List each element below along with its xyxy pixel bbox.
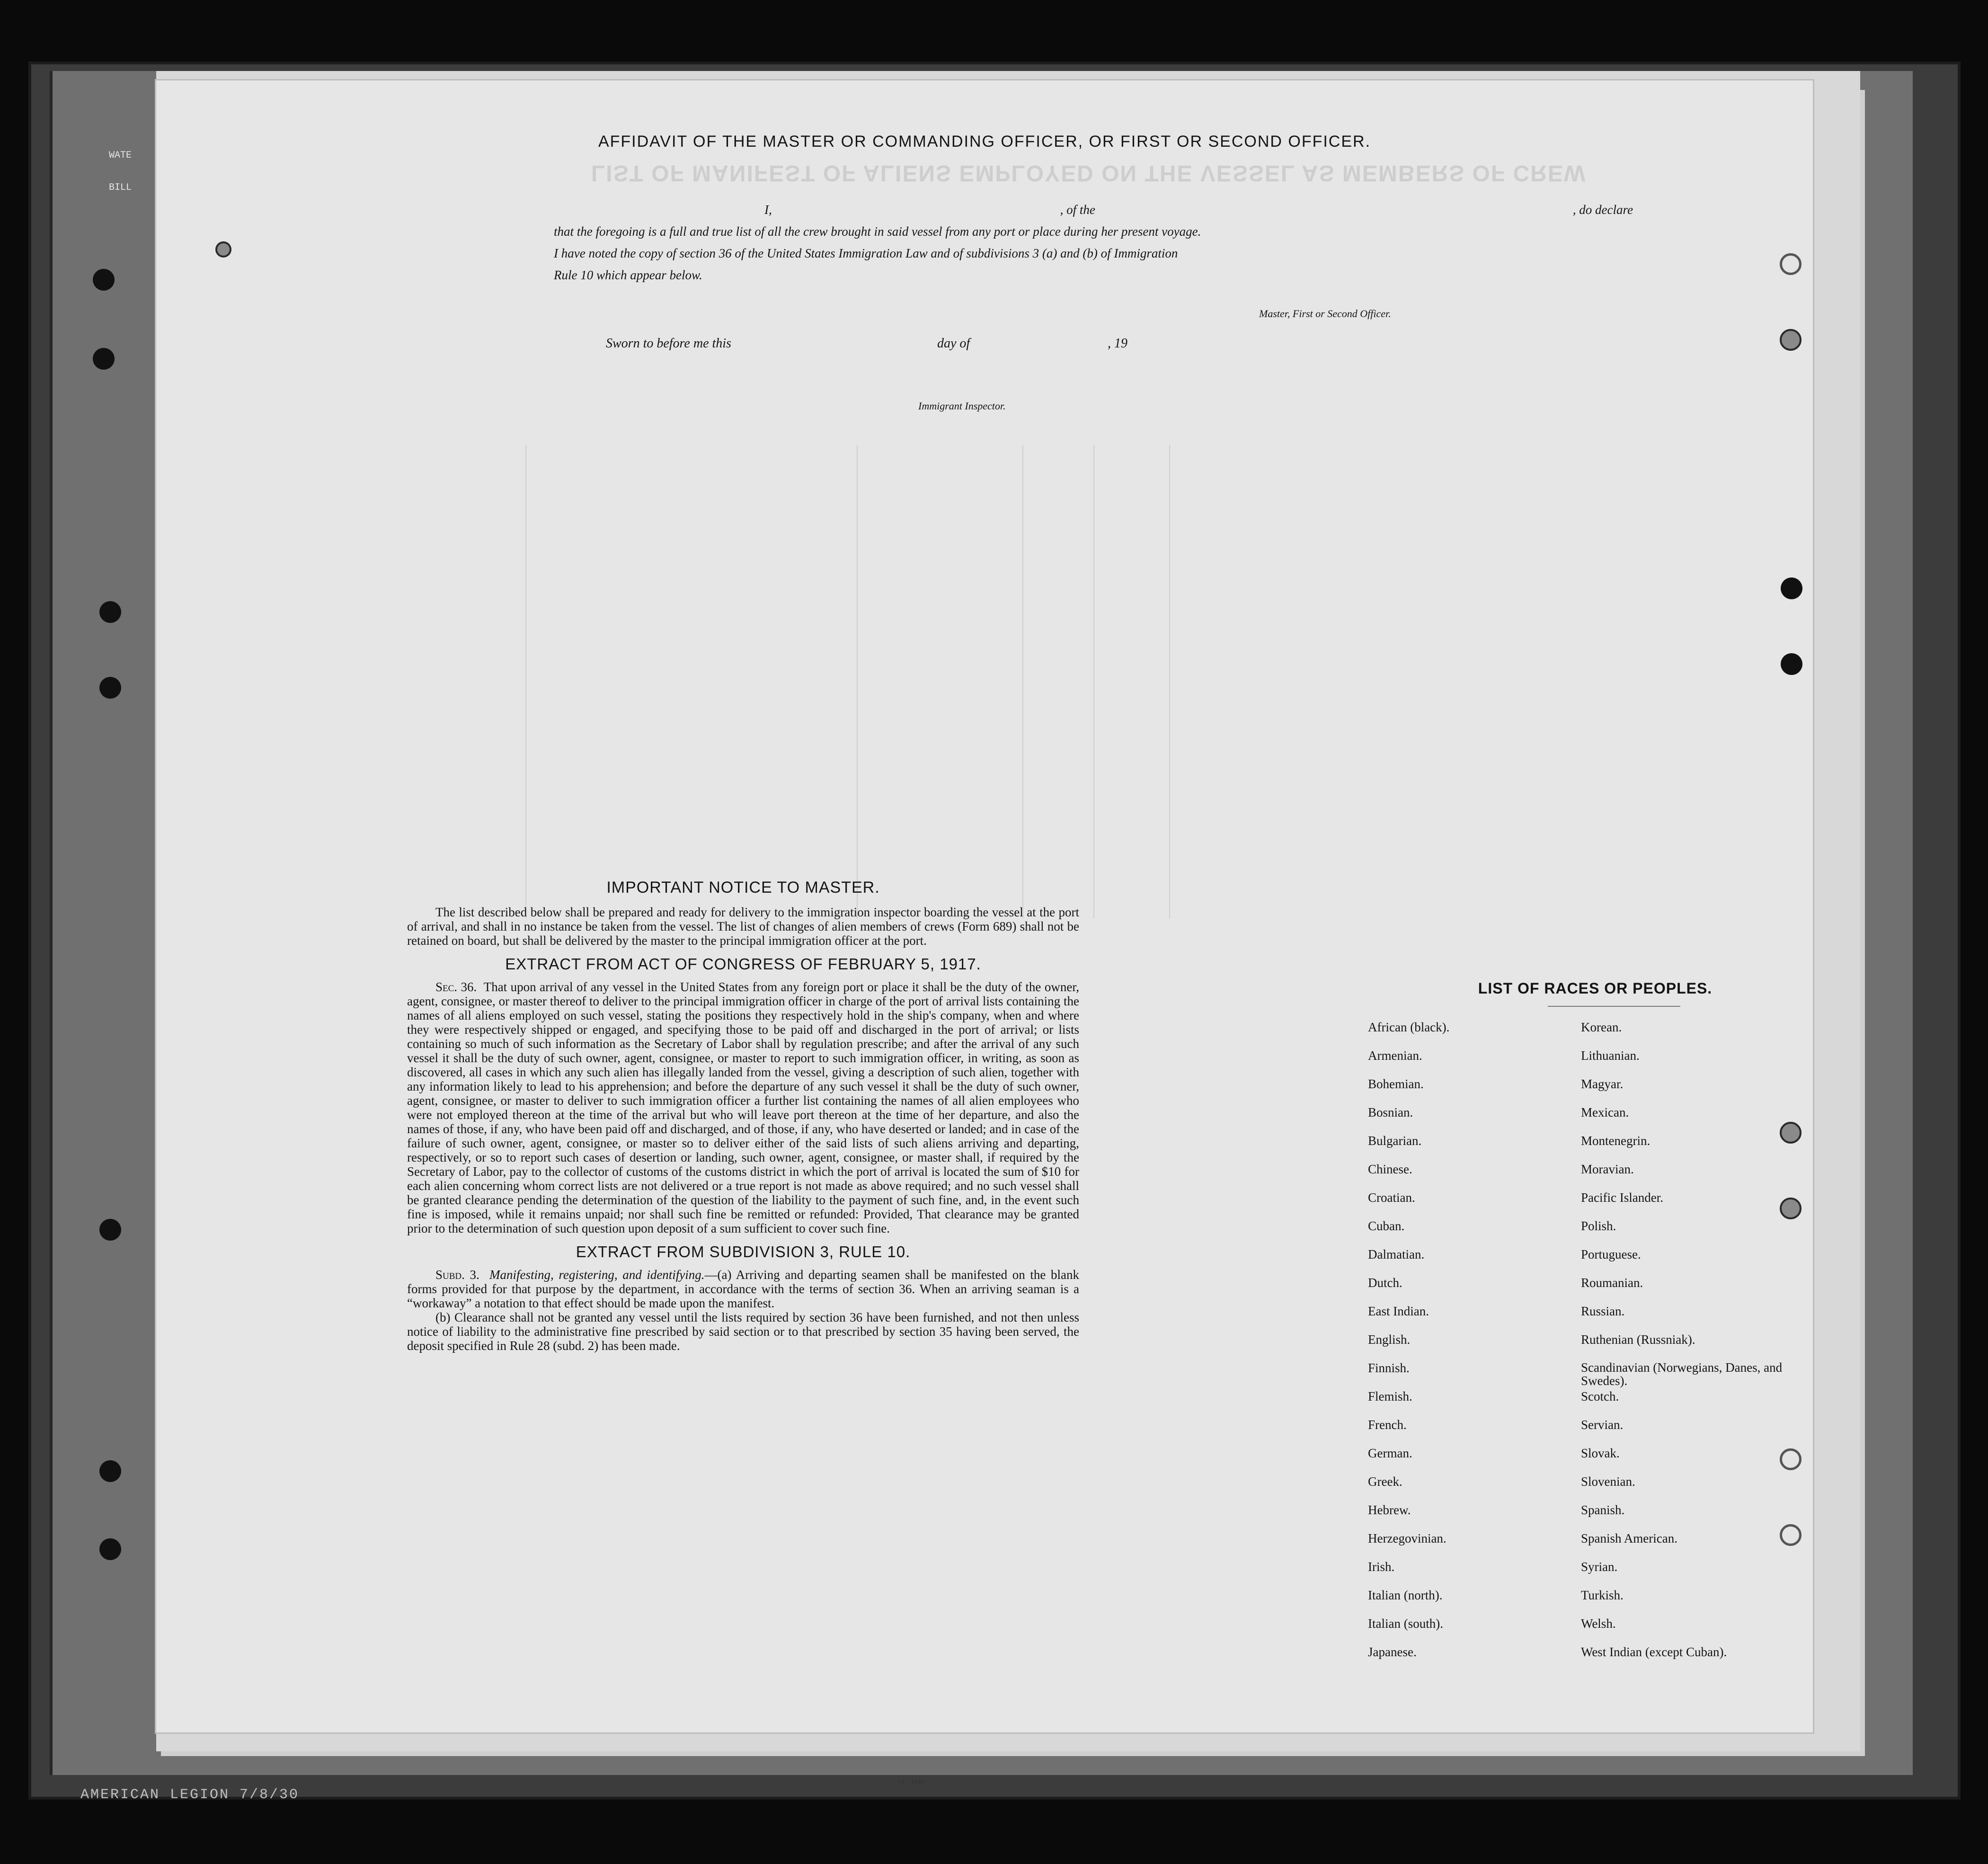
race-item: Korean. [1581,1020,1622,1034]
punch-hole [1781,577,1802,599]
race-item: French. [1368,1418,1407,1432]
binder-hole [99,677,121,699]
binder-hole [93,269,115,291]
races-grid [1368,1020,1794,1673]
race-item: Spanish American. [1581,1531,1677,1545]
faint-column-rules [312,445,1212,918]
race-item: Dutch. [1368,1276,1402,1290]
race-item: Welsh. [1581,1616,1616,1631]
race-item: East Indian. [1368,1304,1429,1318]
bleedthrough-title: LIST OF MANIFEST OF ALIENS EMPLOYED ON THE VESSEL AS MEMBERS OF CREW [591,160,1587,186]
races-list [1368,980,1794,1673]
race-item: Cuban. [1368,1219,1405,1233]
race-item: Moravian. [1581,1162,1634,1176]
subdivision-a [407,1268,1079,1310]
race-item: English. [1368,1332,1411,1347]
declaration-do-declare: , do declare [1572,203,1633,217]
binder-hole [93,348,115,370]
subdivision-label: Subd. 3. [435,1268,479,1282]
legion-stamp: AMERICAN LEGION 7/8/30 [80,1787,300,1803]
race-item: Lithuanian. [1581,1048,1640,1063]
binder-hole [99,601,121,623]
declaration-line-4: Rule 10 which appear below. [554,268,702,282]
sworn-before: Sworn to before me this [606,336,731,351]
race-item: Slovak. [1581,1446,1620,1460]
subdivision-a-body: —(a) Arriving and departing seamen shall be manifested on the blank forms provided for that purpose by the department, in accordance with the terms of section 36. When an arriving seaman is a “workaway” a notation to that effect should be made upon the manifest. [407,1268,1079,1310]
race-item: Italian (south). [1368,1616,1443,1631]
race-item: Armenian. [1368,1048,1422,1063]
race-item: Slovenian. [1581,1474,1635,1489]
race-item: Polish. [1581,1219,1616,1233]
punch-hole [1781,653,1802,675]
race-item: Magyar. [1581,1077,1624,1091]
race-item: Turkish. [1581,1588,1624,1602]
punch-hole [1780,329,1802,351]
race-item: Bohemian. [1368,1077,1424,1091]
race-item: Flemish. [1368,1389,1412,1403]
races-title: LIST OF RACES OR PEOPLES. [1478,980,1713,997]
affidavit-title: AFFIDAVIT OF THE MASTER OR COMMANDING OFFICER, OR FIRST OR SECOND OFFICER. [598,133,1371,151]
binder-hole [99,1538,121,1560]
race-item: Bosnian. [1368,1105,1413,1119]
race-item: Mexican. [1581,1105,1629,1119]
race-item: African (black). [1368,1020,1450,1034]
form-number: 14—1249 [897,1779,924,1786]
race-item: Russian. [1581,1304,1625,1318]
sworn-day-of: day of [937,336,970,351]
race-item: Dalmatian. [1368,1247,1425,1261]
race-item: Scandinavian (Norwegians, Danes, and Swedes). [1581,1360,1783,1388]
race-item: West Indian (except Cuban). [1581,1645,1727,1659]
punch-hole [1780,253,1802,275]
declaration-line-3: I have noted the copy of section 36 of the United States Immigration Law and of subdivisions 3 (a) and (b) of Immigration [554,246,1178,260]
binder-hole [99,1219,121,1241]
race-item: Roumanian. [1581,1276,1643,1290]
affidavit-declaration [554,199,1633,286]
race-item: Herzegovinian. [1368,1531,1447,1545]
race-item: Ruthenian (Russniak). [1581,1332,1695,1347]
section-36-body: That upon arrival of any vessel in the United States from any foreign port or place it shall be the duty of the owner, agent, consignee, or master thereof to deliver to the principal immigration officer in charge of the port of arrival lists containing the names of all aliens employed on such vessel, stating the positions they respectively hold in the ship's company, when and where they were respectively shipped or engaged, and specifying those to be paid off and discharged in the port of arrival; or lists containing so much of such information as the Secretary of Labor shall by regulation prescribe; and after the arrival of any such vessel it shall be the duty of such owner, agent, consignee, or master to report to such immigration officer, in writing, as soon as discovered, all cases in which any such alien has illegally landed from the vessel, giving a description of such alien, together with any information likely to lead to his apprehension; and before the departure of any such vessel it shall be the duty of such owner, agent, consignee, or master to deliver to such immigration officer a further list containing the names of all alien employees who were not employed thereon at the time of the arrival but who will leave port thereon at the time of her departure, and also the names of those, if any, who have been paid off and discharged, and of those, if any, who have deserted or landed; and in case of the failure of such owner, agent, consignee, or master so to deliver either of the said lists of such aliens arriving and departing, respectively, or so to report such cases of desertion or landing, such owner, agent, consignee, or master shall, if required by the Secretary of Labor, pay to the collector of customs of the customs district in which the port of arrival is located the sum of $10 for each alien concerning whom correct lists are not delivered or a true report is not made as above required; and no such vessel shall be granted clearance pending the determination of the question of the liability to the payment of such fine, and, in the event such fine is imposed, while it remains unpaid; nor shall such fine be remitted or refunded: Provided, That clearance may be granted prior to the determination of such question upon deposit of a sum sufficient to cover such fine. [407,980,1080,1235]
race-item: Bulgarian. [1368,1134,1422,1148]
section-label: Sec. 36. [435,980,477,994]
race-item: Spanish. [1581,1503,1625,1517]
notice-to-master [407,880,1079,1353]
race-item: Montenegrin. [1581,1134,1651,1148]
signature-caption: Master, First or Second Officer. [1259,308,1391,320]
race-item: German. [1368,1446,1412,1460]
subdivision-heading: Manifesting, registering, and identifying. [489,1268,705,1282]
race-item: Italian (north). [1368,1588,1443,1602]
notice-body: The list described below shall be prepared and ready for delivery to the immigration inspector boarding the vessel at the port of arrival, and shall in no instance be taken from the vessel. The list of changes of alien members of crews (Form 689) shall not be retained on board, but shall be delivered by the master to the principal immigration officer at the port. [407,905,1079,948]
declaration-line-2: that the foregoing is a full and true list of all the crew brought in said vessel from any port or place during her present voyage. [554,224,1201,239]
race-item: Irish. [1368,1560,1395,1574]
declaration-of-the: , of the [1060,203,1095,217]
race-item: Finnish. [1368,1361,1410,1375]
notice-title: IMPORTANT NOTICE TO MASTER. [606,879,880,896]
race-item: Servian. [1581,1418,1624,1432]
binder-hole [99,1460,121,1482]
inspector-caption: Immigrant Inspector. [918,400,1006,412]
race-item: Hebrew. [1368,1503,1411,1517]
binder-tab-label: WATE BILL [109,150,132,193]
extract-rule-title: EXTRACT FROM SUBDIVISION 3, RULE 10. [576,1243,911,1260]
declaration-i: I, [764,203,772,217]
extract-act-title: EXTRACT FROM ACT OF CONGRESS OF FEBRUARY 5, 1917. [505,955,981,973]
punch-hole [215,241,231,257]
race-item: Croatian. [1368,1190,1415,1205]
races-title-rule [1548,1006,1680,1007]
race-item: Japanese. [1368,1645,1417,1659]
race-item: Pacific Islander. [1581,1190,1663,1205]
section-36-text [407,980,1079,1235]
race-item: Portuguese. [1581,1247,1641,1261]
race-item: Greek. [1368,1474,1402,1489]
race-item: Scotch. [1581,1389,1619,1403]
race-item: Chinese. [1368,1162,1412,1176]
subdivision-b: (b) Clearance shall not be granted any vessel until the lists required by section 36 have been furnished, and not then unless notice of liability to the administrative fine prescribed by said section or to that prescribed by section 35 having been served, the deposit specified in Rule 28 (subd. 2) has been made. [407,1310,1079,1353]
manifest-page [156,80,1813,1786]
race-item: Syrian. [1581,1560,1618,1574]
sworn-year: , 19 [1108,336,1127,351]
